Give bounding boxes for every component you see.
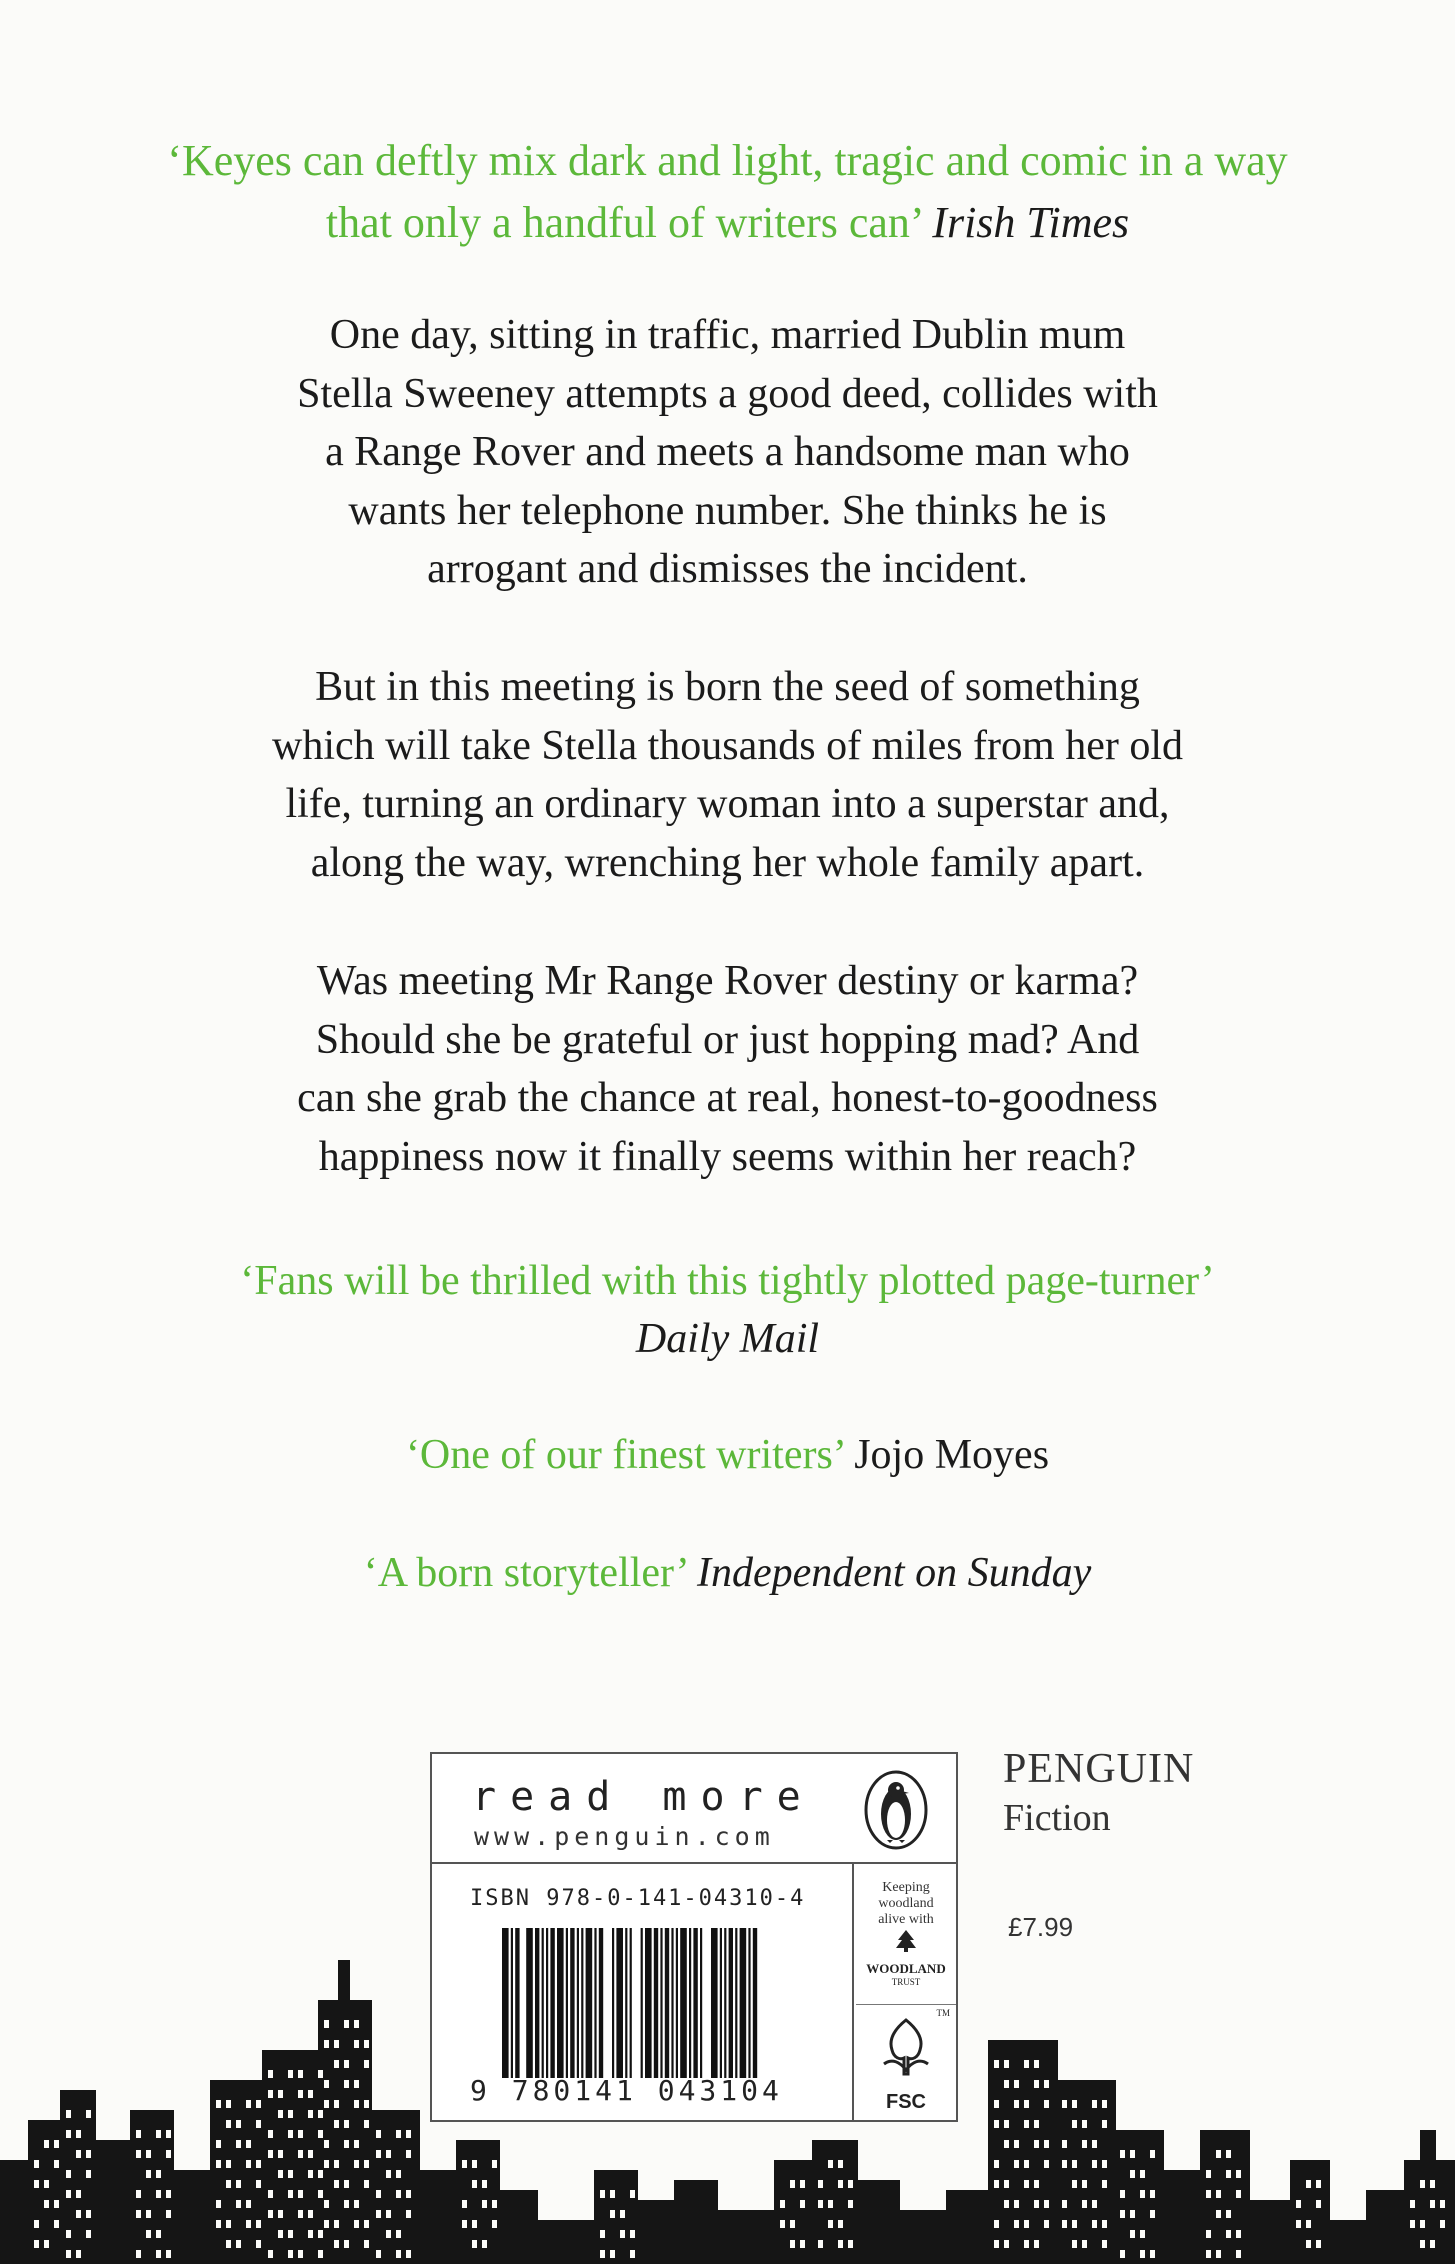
blurb-line: along the way, wrenching her whole family apart. xyxy=(310,839,1145,886)
blurb-line: But in this meeting is born the seed of something xyxy=(315,664,1140,710)
trademark-label: TM xyxy=(936,2008,950,2018)
top-quote-line-2: that only a handful of writers can’ xyxy=(325,198,922,247)
book-category: Fiction xyxy=(1003,1797,1111,1839)
blurb-line: Was meeting Mr Range Rover destiny or karma? xyxy=(316,958,1139,1004)
review-quote-source: Daily Mail xyxy=(635,1316,820,1362)
read-more-strip xyxy=(432,1754,956,1864)
book-price: £7.99 xyxy=(1008,1912,1074,1942)
blurb-line: wants her telephone number. She thinks he is xyxy=(348,487,1107,534)
review-quote-source: Independent on Sunday xyxy=(696,1550,1092,1596)
blurb-line: a Range Rover and meets a handsome man who xyxy=(325,429,1130,475)
review-quote-daily-mail xyxy=(0,1252,1455,1368)
woodland-text: Keeping woodland alive with xyxy=(878,1880,934,1927)
city-skyline-illustration xyxy=(0,1940,1455,2264)
publisher-name: PENGUIN xyxy=(1003,1746,1195,1792)
read-more-label: read more xyxy=(472,1774,815,1820)
penguin-logo-icon xyxy=(862,1770,930,1850)
review-quote-jojo-moyes xyxy=(0,1426,1455,1484)
blurb-paragraph-3 xyxy=(0,952,1455,1186)
blurb-line: Should she be grateful or just hopping mad? And xyxy=(315,1016,1140,1063)
blurb-paragraph-2 xyxy=(0,658,1455,892)
review-quote-text: ‘One of our finest writers’ xyxy=(405,1432,844,1478)
barcode-digits: 9 780141 043104 xyxy=(470,2074,783,2107)
blurb-line: which will take Stella thousands of miles from her old xyxy=(272,722,1183,769)
top-quote-line-1: ‘Keyes can deftly mix dark and light, tragic and comic in a way xyxy=(167,136,1288,185)
blurb-line: happiness now it finally seems within her reach? xyxy=(318,1133,1137,1180)
trust-label: TRUST xyxy=(891,1977,921,1987)
review-quote-source: Jojo Moyes xyxy=(854,1432,1050,1478)
blurb-line: Stella Sweeney attempts a good deed, collides with xyxy=(297,370,1158,417)
blurb-line: can she grab the chance at real, honest-to-goodness xyxy=(297,1075,1158,1121)
fsc-label: FSC xyxy=(886,2091,926,2113)
isbn-number: ISBN 978-0-141-04310-4 xyxy=(470,1886,806,1911)
top-quote-source: Irish Times xyxy=(932,198,1130,247)
blurb-line: arrogant and dismisses the incident. xyxy=(427,546,1028,592)
woodland-label: WOODLAND xyxy=(866,1961,946,1976)
blurb-line: One day, sitting in traffic, married Dublin mum xyxy=(329,312,1126,358)
review-quote-independent xyxy=(0,1544,1455,1602)
review-quote-text: ‘A born storyteller’ xyxy=(363,1550,687,1596)
blurb-line: life, turning an ordinary woman into a superstar and, xyxy=(285,781,1170,827)
top-review-quote xyxy=(0,130,1455,254)
blurb-paragraph-1 xyxy=(0,306,1455,599)
review-quote-text: ‘Fans will be thrilled with this tightly plotted page-turner’ xyxy=(240,1258,1215,1304)
publisher-url: www.penguin.com xyxy=(474,1822,775,1851)
